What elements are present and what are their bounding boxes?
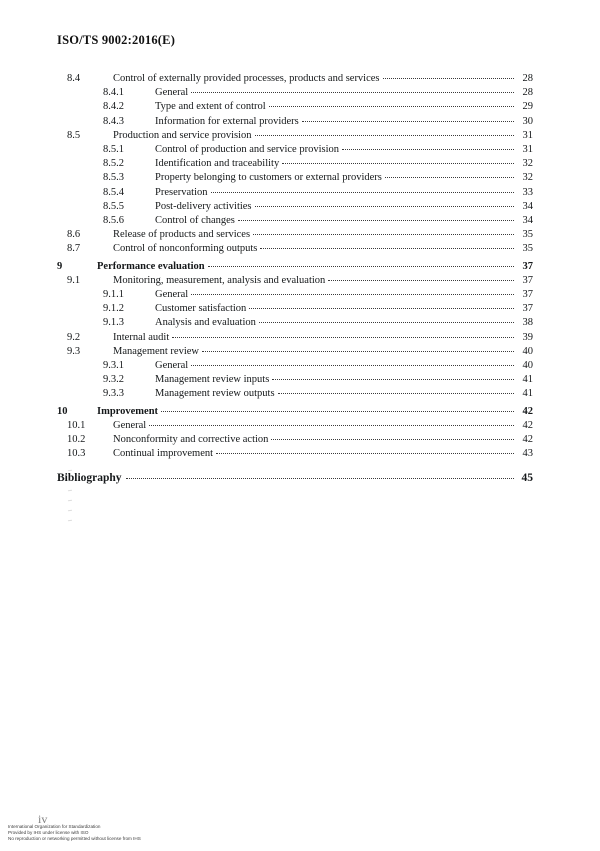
toc-entry-number: 9.3.3 — [103, 388, 124, 400]
toc-entry-title: Property belonging to customers or external providers — [155, 172, 382, 184]
toc-entry-title: Nonconformity and corrective action — [113, 434, 269, 446]
toc-entry-number: 9.1.3 — [103, 317, 124, 329]
toc-entry-number: 8.5.2 — [103, 158, 124, 170]
toc-entry-title: Continual improvement — [113, 448, 214, 460]
toc-entry-title: Management review outputs — [155, 388, 275, 400]
toc-entry-number: 9 — [57, 260, 63, 272]
toc-entry-number: 8.5.3 — [103, 172, 124, 184]
toc-leader-dots — [161, 403, 514, 412]
toc-leader-dots — [208, 258, 514, 267]
toc-entry-number: 8.4.3 — [103, 115, 124, 127]
toc-entry-number: 9.1 — [67, 274, 81, 286]
toc-entry-page: 41 — [522, 388, 533, 400]
toc-leader-dots — [269, 99, 514, 108]
toc-entry-title: Identification and traceability — [155, 158, 280, 170]
toc-leader-dots — [253, 227, 514, 236]
toc-entry-page: 42 — [522, 405, 533, 417]
page-header: ISO/TS 9002:2016(E) — [57, 33, 176, 47]
toc-entry-page: 31 — [522, 144, 533, 156]
toc-entry-number: 8.6 — [67, 229, 81, 241]
toc-entry-page: 38 — [522, 317, 533, 329]
toc-entry-number: 8.5.6 — [103, 215, 124, 227]
toc-entry-title: General — [113, 419, 147, 431]
toc-leader-dots — [278, 386, 514, 395]
toc-leader-dots — [259, 315, 514, 324]
toc-entry-title: Improvement — [97, 405, 159, 417]
toc-leader-dots — [385, 170, 514, 179]
table-of-contents — [57, 72, 533, 486]
toc-leader-dots — [211, 184, 515, 193]
toc-entry-number: 8.4 — [67, 73, 81, 84]
toc-entry-title: Information for external providers — [155, 115, 299, 127]
toc-leader-dots — [342, 141, 514, 150]
toc-entry-page: 37 — [522, 303, 533, 315]
toc-entry-page: 42 — [522, 434, 533, 446]
toc-entry[interactable] — [57, 447, 533, 461]
toc-leader-dots — [126, 470, 514, 479]
toc-entry-title: Bibliography — [57, 472, 122, 485]
toc-entry-number: 9.1.1 — [103, 289, 124, 301]
toc-entry-number: 9.2 — [67, 331, 81, 343]
toc-entry-page: 30 — [522, 115, 533, 127]
footer-line-3: No reproduction or networking permitted without license from IHS — [8, 836, 141, 841]
toc-entry-title: Performance evaluation — [97, 260, 205, 272]
toc-entry-title: Internal audit — [113, 331, 170, 343]
toc-leader-dots — [172, 329, 514, 338]
toc-leader-dots — [302, 113, 514, 122]
toc-entry-title: Monitoring, measurement, analysis and evaluation — [113, 274, 326, 286]
toc-leader-dots — [328, 272, 514, 281]
toc-entry-number: 9.1.2 — [103, 303, 124, 315]
toc-entry-title: Release of products and services — [113, 229, 251, 241]
toc-leader-dots — [191, 85, 514, 94]
toc-entry-page: 42 — [522, 419, 533, 431]
toc-entry-title: Management review — [113, 345, 200, 357]
toc-entry-page: 32 — [522, 172, 533, 184]
footer-line-2: Provided by IHS under license with ISO — [8, 830, 89, 835]
toc-entry-number: 8.5.4 — [103, 186, 124, 198]
toc-entry-page: 41 — [522, 374, 533, 386]
toc-entry-number: 8.5.1 — [103, 144, 124, 156]
toc-entry-number: 8.7 — [67, 243, 81, 255]
toc-entry-title: Control of externally provided processes, products and services — [113, 73, 380, 84]
toc-entry-title: General — [155, 289, 189, 301]
toc-entry-number: 9.3 — [67, 345, 81, 357]
toc-leader-dots — [282, 156, 514, 165]
toc-entry-page: 32 — [522, 158, 533, 170]
toc-entry-bibliography[interactable] — [57, 471, 533, 485]
toc-entry-page: 34 — [522, 215, 533, 227]
toc-leader-dots — [255, 198, 514, 207]
toc-entry-title: Management review inputs — [155, 374, 270, 386]
toc-entry-number: 10 — [57, 405, 68, 417]
toc-entry-title: Control of production and service provision — [155, 144, 340, 156]
page-artifact-marks — [68, 470, 74, 540]
toc-entry-page: 40 — [522, 345, 533, 357]
toc-leader-dots — [202, 343, 514, 352]
toc-entry-number: 10.1 — [67, 419, 86, 431]
toc-leader-dots — [149, 417, 514, 426]
toc-entry-page: 34 — [522, 200, 533, 212]
toc-leader-dots — [238, 212, 514, 221]
toc-entry-number: 8.4.1 — [103, 87, 124, 99]
toc-leader-dots — [249, 301, 514, 310]
toc-entry[interactable] — [57, 242, 533, 256]
toc-entry-number: 10.3 — [67, 448, 86, 460]
toc-entry-page: 39 — [522, 331, 533, 343]
toc-entry-title: Post-delivery activities — [155, 200, 252, 212]
toc-entry-title: Control of changes — [155, 215, 235, 227]
toc-entry-page: 28 — [522, 73, 533, 84]
toc-entry-page: 31 — [522, 129, 533, 141]
page-number: iv — [38, 812, 48, 826]
toc-entry-title: Type and extent of control — [155, 101, 266, 113]
toc-leader-dots — [255, 127, 514, 136]
toc-entry-page: 28 — [522, 87, 533, 99]
toc-entry-page: 37 — [522, 289, 533, 301]
toc-leader-dots — [271, 432, 514, 441]
toc-entry-page: 37 — [522, 260, 533, 272]
toc-entry-page: 40 — [522, 360, 533, 372]
toc-leader-dots — [272, 372, 514, 381]
toc-leader-dots — [216, 446, 514, 455]
toc-entry-page: 35 — [522, 243, 533, 255]
page-footer — [8, 812, 141, 842]
toc-entry-number: 9.3.1 — [103, 360, 124, 372]
toc-entry-number: 8.5.5 — [103, 200, 124, 212]
toc-entry-number: 8.4.2 — [103, 101, 124, 113]
toc-entry-title: Control of nonconforming outputs — [113, 243, 258, 255]
toc-leader-dots — [383, 70, 514, 79]
toc-entry-page: 35 — [522, 229, 533, 241]
toc-leader-dots — [191, 358, 514, 367]
toc-entry-page: 37 — [522, 274, 533, 286]
toc-entry-title: General — [155, 87, 189, 99]
toc-entry-page: 45 — [521, 472, 533, 485]
toc-entry-page: 43 — [522, 448, 533, 460]
footer-line-1: International Organization for Standardization — [8, 824, 101, 829]
toc-entry-page: 29 — [522, 101, 533, 113]
toc-entry-page: 33 — [522, 186, 533, 198]
toc-entry-number: 9.3.2 — [103, 374, 124, 386]
toc-entry-number: 8.5 — [67, 129, 81, 141]
toc-leader-dots — [191, 287, 514, 296]
toc-entry-title: Preservation — [155, 186, 208, 198]
toc-entry[interactable] — [57, 387, 533, 401]
toc-entry-title: Analysis and evaluation — [155, 317, 256, 329]
toc-entry-number: 10.2 — [67, 434, 86, 446]
toc-entry-title: Customer satisfaction — [155, 303, 247, 315]
toc-entry-title: General — [155, 360, 189, 372]
toc-entry-title: Production and service provision — [113, 129, 252, 141]
toc-leader-dots — [260, 241, 514, 250]
